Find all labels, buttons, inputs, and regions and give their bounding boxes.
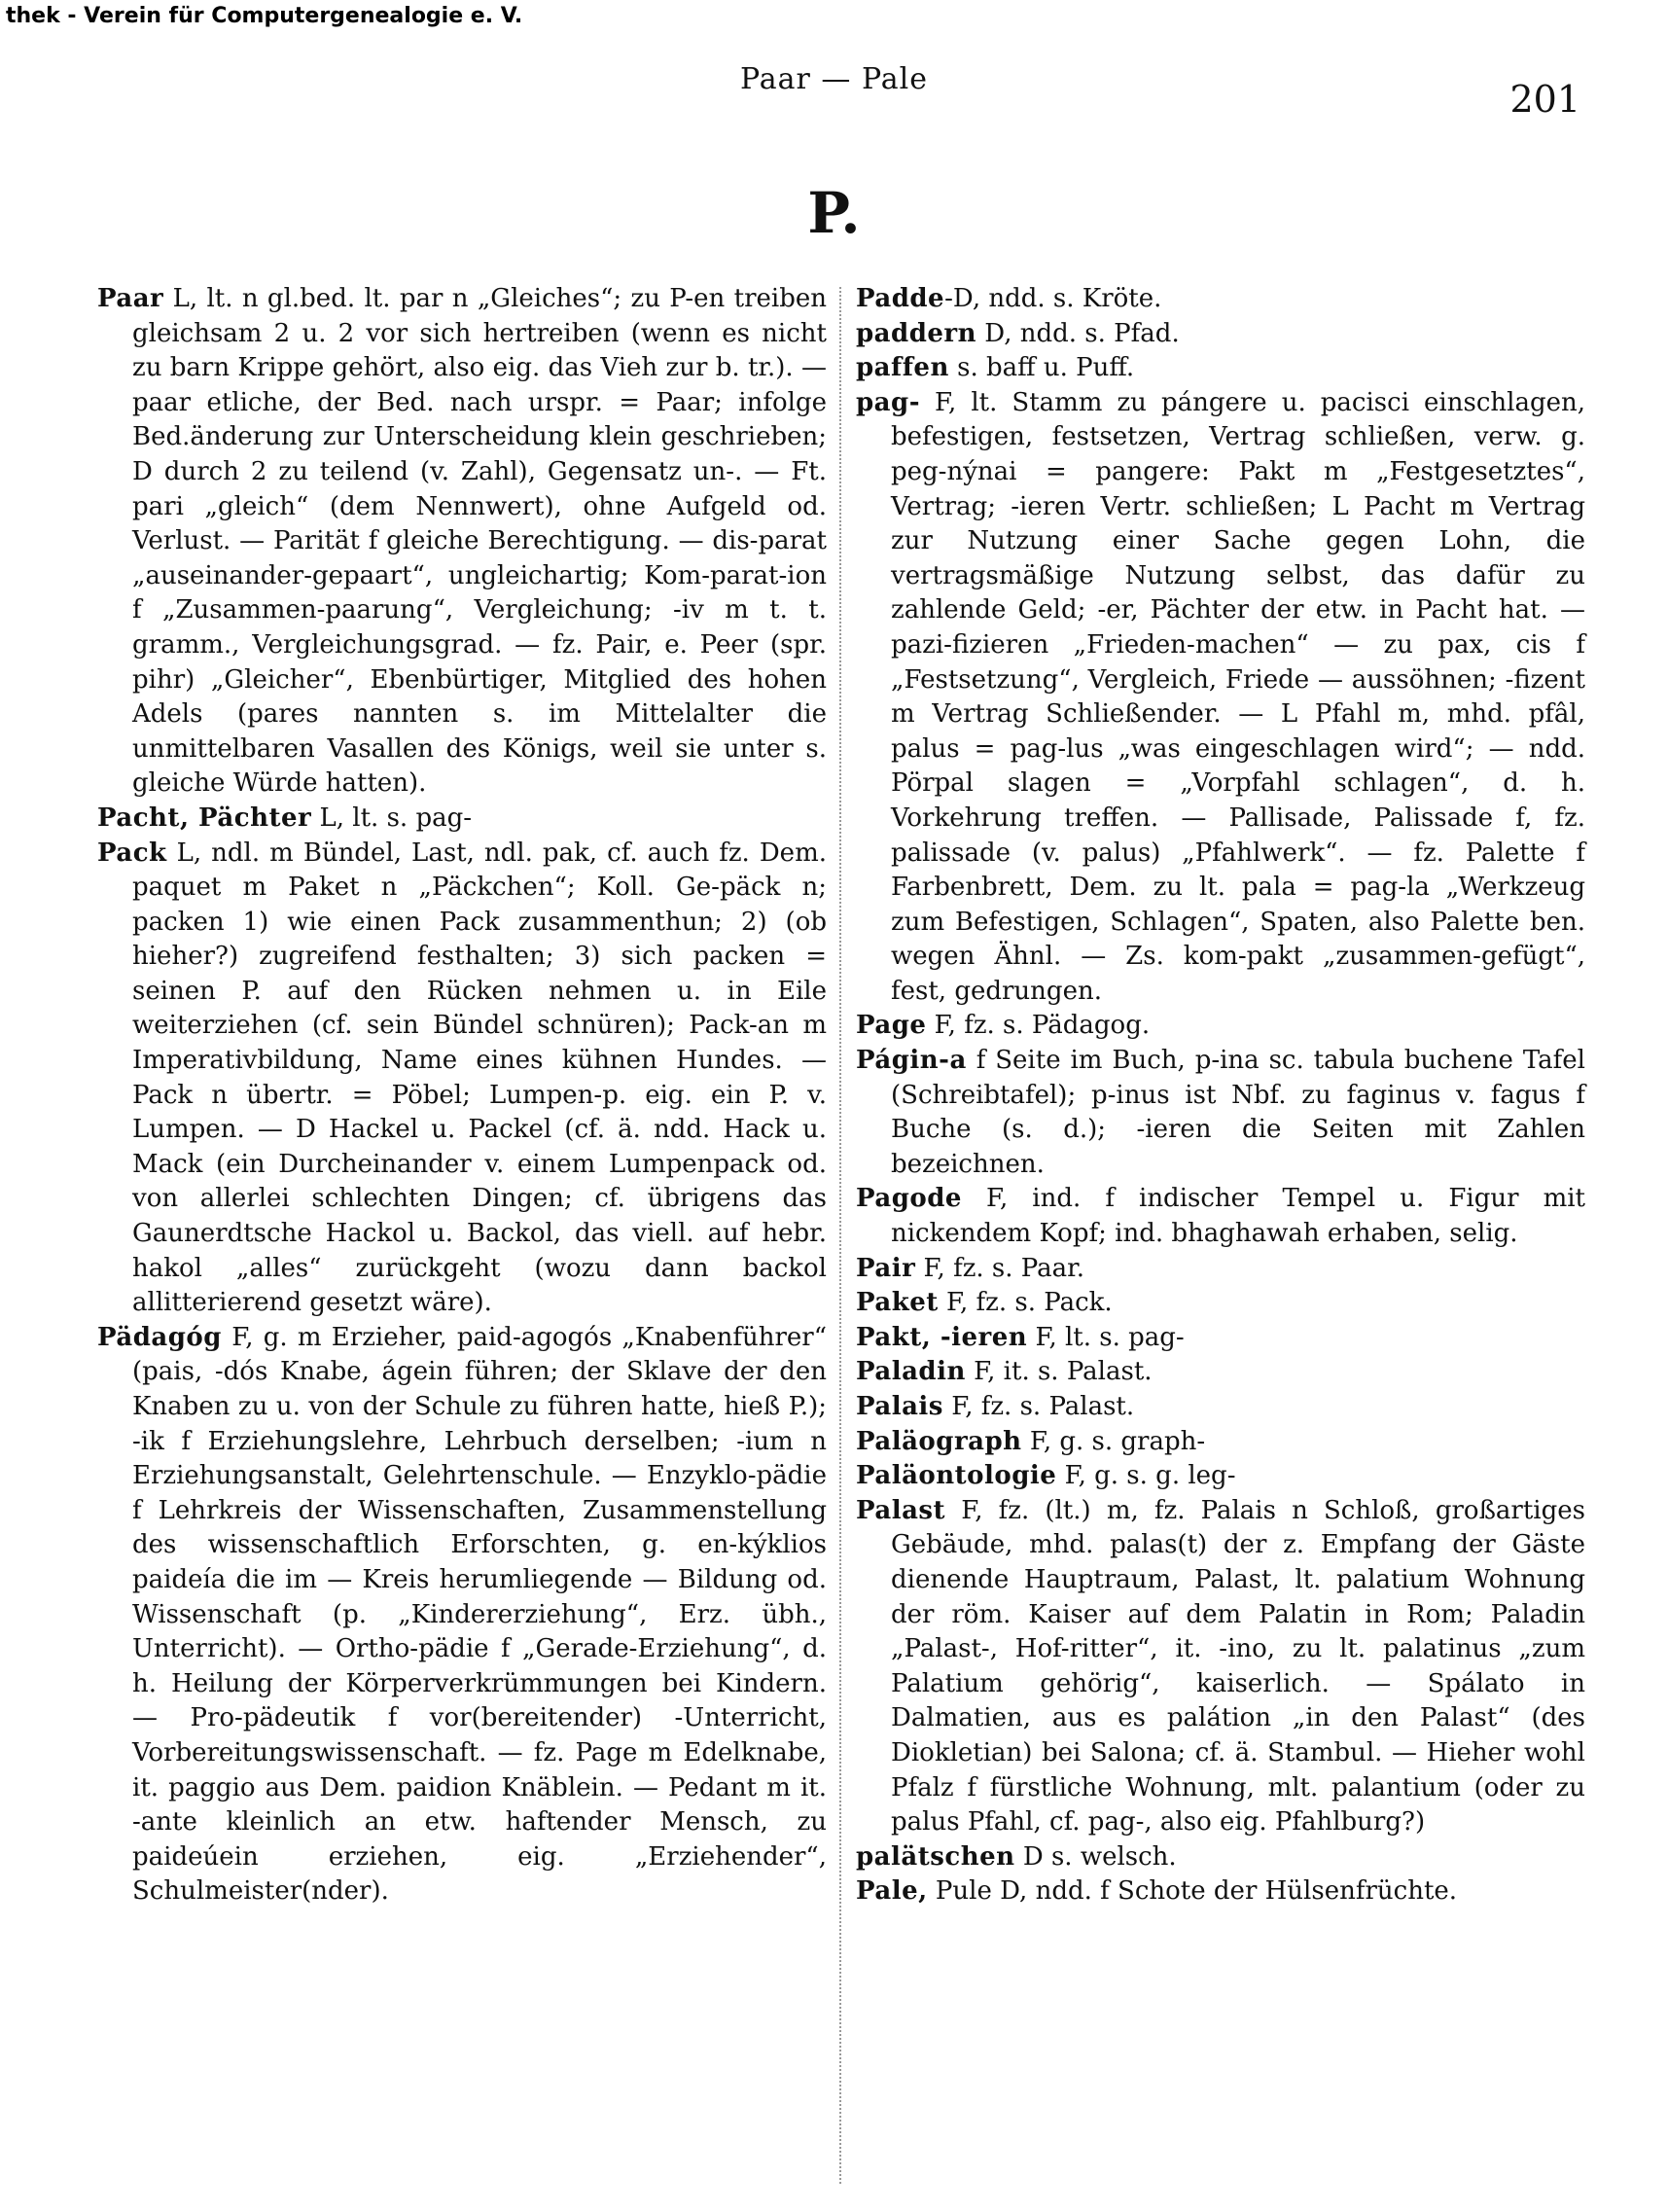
entry-headword: Paladin <box>856 1357 966 1387</box>
watermark: thek - Verein für Computergenealogie e. V. <box>6 4 523 28</box>
column-divider <box>839 287 842 2184</box>
entry-text: F, it. s. Palast. <box>965 1357 1153 1387</box>
right-column <box>856 282 1585 1909</box>
dictionary-entry <box>856 1321 1585 1356</box>
entry-text: F, g. m Erzieher, paid-agogós „Knabenführer“ (pais, -dós Knabe, ágein führen; der Sklave der den Knaben zu u. von der Schule zu führen hatte, hieß P.); -ik f Erziehungslehre, Lehrbuch derselben; -ium n Erziehungsanstalt, Gelehrtenschule. — Enzyklo-pädie f Lehrkreis der Wissenschaften, Zusammenstellung des wissenschaftlich Erforschten, g. en-kýklios paideía die im — Kreis herumliegende — Bildung od. Wissenschaft (p. „Kindererziehung“, Erz. übh., Unterricht). — Ortho-pädie f „Gerade-Erziehung“, d. h. Heilung der Körperverkrümmungen bei Kindern. — Pro-pädeutik f vor(bereitender) -Unterricht, Vorbereitungswissenschaft. — fz. Page m Edelknabe, it. paggio aus Dem. paidion Knäblein. — Pedant m it. -ante kleinlich an etw. haftender Mensch, zu paideúein erziehen, eig. „Erziehender“, Schulmeister(nder). <box>132 1322 827 1907</box>
dictionary-entry <box>97 837 827 1321</box>
entry-headword: Pagode <box>856 1184 962 1214</box>
entry-text: F, fz. s. Palast. <box>942 1392 1135 1421</box>
entry-headword: Págin-a <box>856 1046 967 1076</box>
dictionary-entry <box>856 1252 1585 1287</box>
left-column <box>97 282 827 1909</box>
entry-headword: paddern <box>856 318 977 348</box>
entry-headword: paffen <box>856 353 949 383</box>
dictionary-entry <box>856 1009 1585 1044</box>
entry-text: L, lt. s. pag- <box>311 803 473 833</box>
entry-text: F, fz. (lt.) m, fz. Palais n Schloß, großartiges Gebäude, mhd. palas(t) der z. Empfang der Gäste dienende Hauptraum, Palast, lt. palatium Wohnung der röm. Kaiser auf dem Palatin in Rom; Paladin „Palast-, Hof-ritter“, it. -ino, zu lt. palatinus „zum Palatium gehörig“, kaiserlich. — Spálato in Dalmatien, aus es palátion „in den Palast“ (des Diokletian) bei Salona; cf. ä. Stambul. — Hieher wohl Pfalz f fürstliche Wohnung, mlt. palantium (oder zu palus Pfahl, cf. pag-, also eig. Pfahlburg?) <box>891 1495 1585 1837</box>
entry-text: Pule D, ndd. f Schote der Hülsenfrüchte. <box>927 1876 1458 1907</box>
entry-text: F, g. s. g. leg- <box>1056 1461 1236 1491</box>
entry-headword: Paläontologie <box>856 1461 1057 1491</box>
entry-text: s. baff u. Puff. <box>948 353 1135 383</box>
entry-headword: Paläograph <box>856 1426 1022 1456</box>
running-head: Paar — Pale <box>739 62 929 96</box>
entry-headword: Paar <box>97 284 164 313</box>
dictionary-entry <box>856 1355 1585 1390</box>
dictionary-entry <box>856 282 1585 317</box>
entry-headword: palätschen <box>856 1841 1015 1872</box>
dictionary-entry <box>97 802 827 837</box>
entry-text: f Seite im Buch, p-ina sc. tabula buchene Tafel (Schreibtafel); p-inus ist Nbf. zu faginus v. fagus f Buche (s. d.); -ieren die Seiten mit Zahlen bezeichnen. <box>891 1046 1585 1179</box>
entry-text: L, lt. n gl.bed. lt. par n „Gleiches“; zu P-en treiben gleichsam 2 u. 2 vor sich hertreiben (wenn es nicht zu barn Krippe gehört, also eig. das Vieh zur b. tr.). — paar etliche, der Bed. nach urspr. = Paar; infolge Bed.änderung zur Unterscheidung klein geschrieben; D durch 2 zu teilend (v. Zahl), Gegensatz un-. — Ft. pari „gleich“ (dem Nennwert), ohne Aufgeld od. Verlust. — Parität f gleiche Berechtigung. — dis-parat „auseinander-gepaart“, ungleichartig; Kom-parat-ion f „Zusammen-paarung“, Vergleichung; -iv m t. t. gramm., Vergleichungsgrad. — fz. Pair, e. Peer (spr. pihr) „Gleicher“, Ebenbürtiger, Mitglied des hohen Adels (pares nannten s. im Mittelalter die unmittelbaren Vasallen des Königs, weil sie unter s. gleiche Würde hatten). <box>132 284 827 799</box>
entry-text: -D, ndd. s. Kröte. <box>944 284 1162 313</box>
entry-headword: Pale, <box>856 1876 928 1907</box>
entry-text: F, lt. Stamm zu pángere u. pacisci einschlagen, befestigen, festsetzen, Vertrag schließen, verw. g. peg-nýnai = pangere: Pakt m „Festgesetztes“, Vertrag; -ieren Vertr. schließen; L Pacht m Vertrag zur Nutzung einer Sache gegen Lohn, die vertragsmäßige Nutzung selbst, das dafür zu zahlende Geld; -er, Pächter der etw. in Pacht hat. — pazi-fizieren „Frieden-machen“ — zu pax, cis f „Festsetzung“, Vergleich, Friede — aussöhnen; -fizent m Vertrag Schließender. — L Pfahl m, mhd. pfâl, palus = pag-lus „was eingeschlagen wird“; — ndd. Pörpal slagen = „Vorpfahl schlagen“, d. h. Vorkehrung treffen. — Pallisade, Palissade f, fz. palissade (v. palus) „Pfahlwerk“. — fz. Palette f Farbenbrett, Dem. zu lt. pala = pag-la „Werkzeug zum Befestigen, Schlagen“, Spaten, also Palette ben. wegen Ähnl. — Zs. kom-pakt „zusammen-gefügt“, fest, gedrungen. <box>891 387 1585 1006</box>
dictionary-entry <box>856 1459 1585 1494</box>
entry-text: D s. welsch. <box>1014 1841 1177 1872</box>
entry-headword: Pädagóg <box>97 1322 222 1352</box>
entry-headword: Pacht, Pächter <box>97 803 312 833</box>
entry-headword: Paket <box>856 1288 939 1318</box>
dictionary-entry <box>856 1874 1585 1909</box>
dictionary-entry <box>856 351 1585 386</box>
entry-text: F, ind. f indischer Tempel u. Figur mit nickendem Kopf; ind. bhaghawah erhaben, selig. <box>891 1184 1585 1249</box>
dictionary-entry <box>856 1182 1585 1251</box>
entry-headword: Palast <box>856 1495 946 1525</box>
section-letter: P. <box>807 180 861 246</box>
entry-headword: Pakt, -ieren <box>856 1322 1028 1352</box>
entry-text: F, g. s. graph- <box>1021 1426 1206 1456</box>
entry-text: F, lt. s. pag- <box>1027 1322 1185 1352</box>
entry-headword: Page <box>856 1011 927 1041</box>
entry-text: D, ndd. s. Pfad. <box>976 318 1180 348</box>
page-number: 201 <box>1509 78 1580 121</box>
dictionary-entry <box>856 1044 1585 1182</box>
entry-headword: pag- <box>856 387 920 417</box>
dictionary-entry <box>856 1390 1585 1425</box>
dictionary-entry <box>856 317 1585 352</box>
entry-headword: Pair <box>856 1253 916 1283</box>
dictionary-entry <box>856 1840 1585 1875</box>
entry-text: L, ndl. m Bündel, Last, ndl. pak, cf. auch fz. Dem. paquet m Paket n „Päckchen“; Koll. Ge-päck n; packen 1) wie einen Pack zusammenthun; 2) (ob hieher?) zugreifend festhalten; 3) sich packen = seinen P. auf den Rücken nehmen u. in Eile weiterziehen (cf. sein Bündel schnüren); Pack-an m Imperativbildung, Name eines kühnen Hundes. — Pack n übertr. = Pöbel; Lumpen-p. eig. ein P. v. Lumpen. — D Hackel u. Packel (cf. ä. ndd. Hack u. Mack (ein Durcheinander v. einem Lumpenpack od. von allerlei schlechten Dingen; cf. übrigens das Gaunerdtsche Hackol u. Backol, das viell. auf hebr. hakol „alles“ zurückgeht (wozu dann backol allitterierend gesetzt wäre). <box>132 838 827 1318</box>
entry-text: F, fz. s. Pädagog. <box>926 1011 1151 1041</box>
dictionary-entry <box>97 1321 827 1909</box>
dictionary-entry <box>856 1425 1585 1460</box>
dictionary-entry <box>856 1286 1585 1321</box>
dictionary-entry <box>856 1494 1585 1840</box>
entry-headword: Padde <box>856 284 945 313</box>
entry-text: F, fz. s. Pack. <box>938 1288 1113 1318</box>
dictionary-entry <box>97 282 827 802</box>
entry-headword: Palais <box>856 1392 943 1421</box>
entry-text: F, fz. s. Paar. <box>915 1253 1084 1283</box>
entry-headword: Pack <box>97 838 167 868</box>
dictionary-entry <box>856 386 1585 1010</box>
